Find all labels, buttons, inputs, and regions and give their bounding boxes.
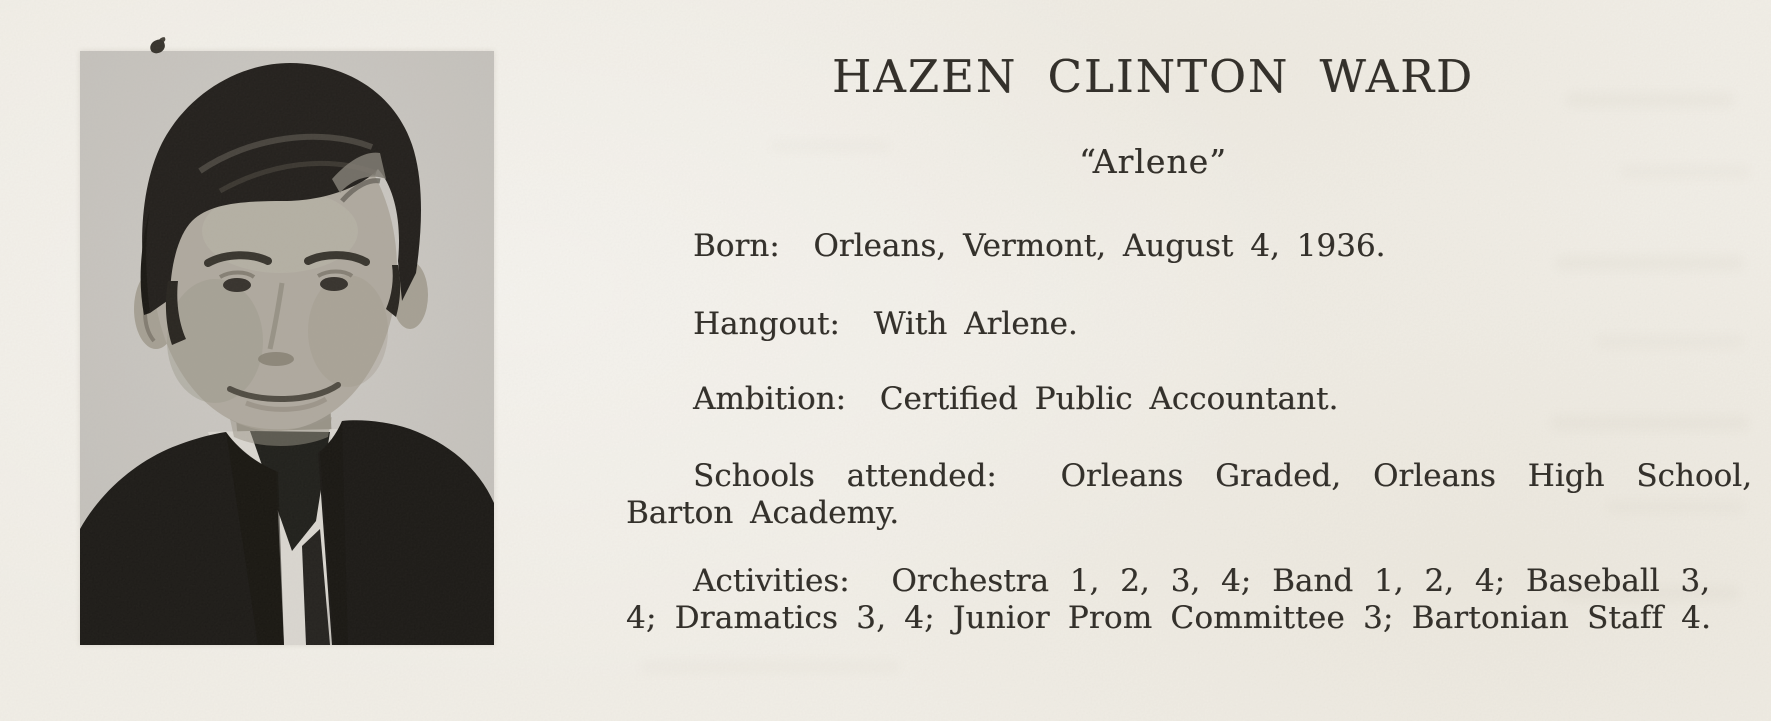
profile-text-block — [626, 0, 1752, 721]
profile-entry-hangout — [626, 306, 1680, 343]
profile-entry-line: Ambition: Certified Public Accountant. — [693, 381, 1339, 417]
profile-entry-line: 4; Dramatics 3, 4; Junior Prom Committee 3; Bartonian Staff 4. — [626, 600, 1712, 636]
profile-entry-line: Hangout: With Arlene. — [693, 306, 1078, 342]
profile-entry-line: Barton Academy. — [626, 495, 900, 531]
profile-entry-line: Schools attended: Orleans Graded, Orleans High School, — [693, 458, 1752, 494]
profile-entry-line: Activities: Orchestra 1, 2, 3, 4; Band 1, 2, 4; Baseball 3, — [693, 563, 1710, 599]
profile-entry-line: Born: Orleans, Vermont, August 4, 1936. — [693, 228, 1386, 264]
profile-entry-activities — [626, 563, 1712, 637]
student-name: HAZEN CLINTON WARD — [831, 50, 1475, 103]
profile-entry-schools — [626, 458, 1752, 532]
student-nickname: “Arlene” — [1079, 142, 1227, 181]
portrait-illustration — [80, 51, 494, 645]
portrait-photo — [80, 51, 494, 645]
profile-entry-born — [626, 228, 1680, 265]
profile-entry-ambition — [626, 381, 1680, 418]
